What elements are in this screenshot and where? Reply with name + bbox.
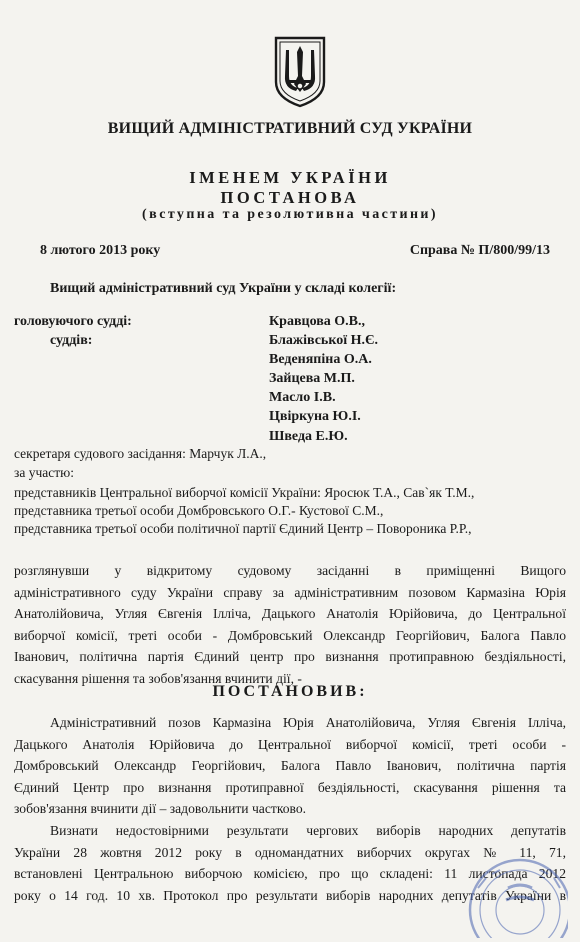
court-seal-stamp-icon [448, 848, 568, 938]
paragraph-line: України 28 жовтня 2012 року в одномандатних виборчих округах № 11, 71, [14, 844, 566, 860]
case-number: Справа № П/800/99/13 [409, 243, 550, 258]
resolution-paragraph-1 [14, 712, 566, 820]
resolved-heading: ПОСТАНОВИВ: [212, 683, 368, 700]
participation-label: за участю: [14, 465, 74, 480]
participant-line: представників Центральної виборчої комісії України: Яросюк Т.А., Сав`як Т.М., [14, 485, 475, 500]
decision-type-heading: ПОСТАНОВА [220, 188, 360, 207]
court-name: ВИЩИЙ АДМІНІСТРАТИВНИЙ СУД УКРАЇНИ [107, 120, 473, 137]
judge-name: Блажівської Н.Є. [269, 333, 378, 348]
judge-name: Веденяпіна О.А. [269, 352, 372, 367]
judge-name: Зайцева М.П. [269, 371, 355, 386]
paragraph-line: Дацького Анатолія Юрійовича до Центральної виборчої комісії, треті особи - [14, 736, 566, 752]
decision-parts-subheading: (вступна та резолютивна частини) [142, 207, 438, 222]
paragraph-line: зобов'язання вчинити дії – задовольнити частково. [14, 801, 307, 816]
court-secretary: секретаря судового засідання: Марчук Л.А., [14, 446, 267, 461]
paragraph-line: адміністративного суду України справу за адміністративним позовом Кармазіна Юрія [14, 584, 566, 600]
paragraph-line: Анатолійовича, Угляя Євгенія Ілліча, Дацького Анатолія Юрійовича, до Центральної [14, 606, 566, 621]
paragraph-line: Адміністративний позов Кармазіна Юрія Анатолійовича, Угляя Євгенія Ілліча, [50, 715, 566, 730]
paragraph-line: розглянувши у відкритому судовому засіданні в приміщенні Вищого [14, 563, 566, 578]
judge-name: Кравцова О.В., [269, 314, 366, 329]
paragraph-line: Єдиний Центр про визнання протиправної бездіяльності, скасування рішення та [14, 779, 566, 795]
paragraph-line: виборчої комісії, треті особи - Домбровський Олександр Георгійович, Балога Павло [14, 627, 566, 643]
participant-line: представника третьої особи Домбровського О.Г.- Кустової С.М., [14, 503, 384, 518]
judge-name: Шведа Е.Ю. [269, 429, 348, 444]
considered-paragraph [14, 560, 566, 689]
judge-name: Цвіркуна Ю.І. [269, 409, 361, 424]
paragraph-line: Домбровський Олександр Георгійович, Балога Павло Іванович, політична партія [14, 758, 566, 773]
paragraph-line: встановлені Центральною виборчою комісією, про що складені: 11 листопада 2012 [14, 866, 566, 881]
in-the-name-heading: ІМЕНЕМ УКРАЇНИ [189, 168, 391, 187]
participant-line: представника третьої особи політичної партії Єдиний Центр – Повороника Р.Р., [14, 521, 472, 536]
trident-emblem-icon [272, 36, 328, 108]
presiding-judge-label: головуючого судді: [14, 314, 132, 329]
judges-label: суддів: [50, 333, 93, 348]
panel-composition-intro: Вищий адміністративний суд України у складі колегії: [50, 281, 397, 296]
paragraph-line: Іванович, політична партія Єдиний центр про визнання протиправною бездіяльності, [14, 649, 566, 664]
paragraph-line: року о 14 год. 10 хв. Протокол про результати виборів народних депутатів України в [14, 887, 566, 903]
decision-date: 8 лютого 2013 року [40, 243, 161, 258]
paragraph-line: Визнати недостовірними результати чергових виборів народних депутатів [50, 823, 566, 838]
paragraph-line: скасування рішення та зобов'язання вчинити дії, - [14, 670, 302, 686]
judge-name: Масло І.В. [269, 390, 336, 405]
